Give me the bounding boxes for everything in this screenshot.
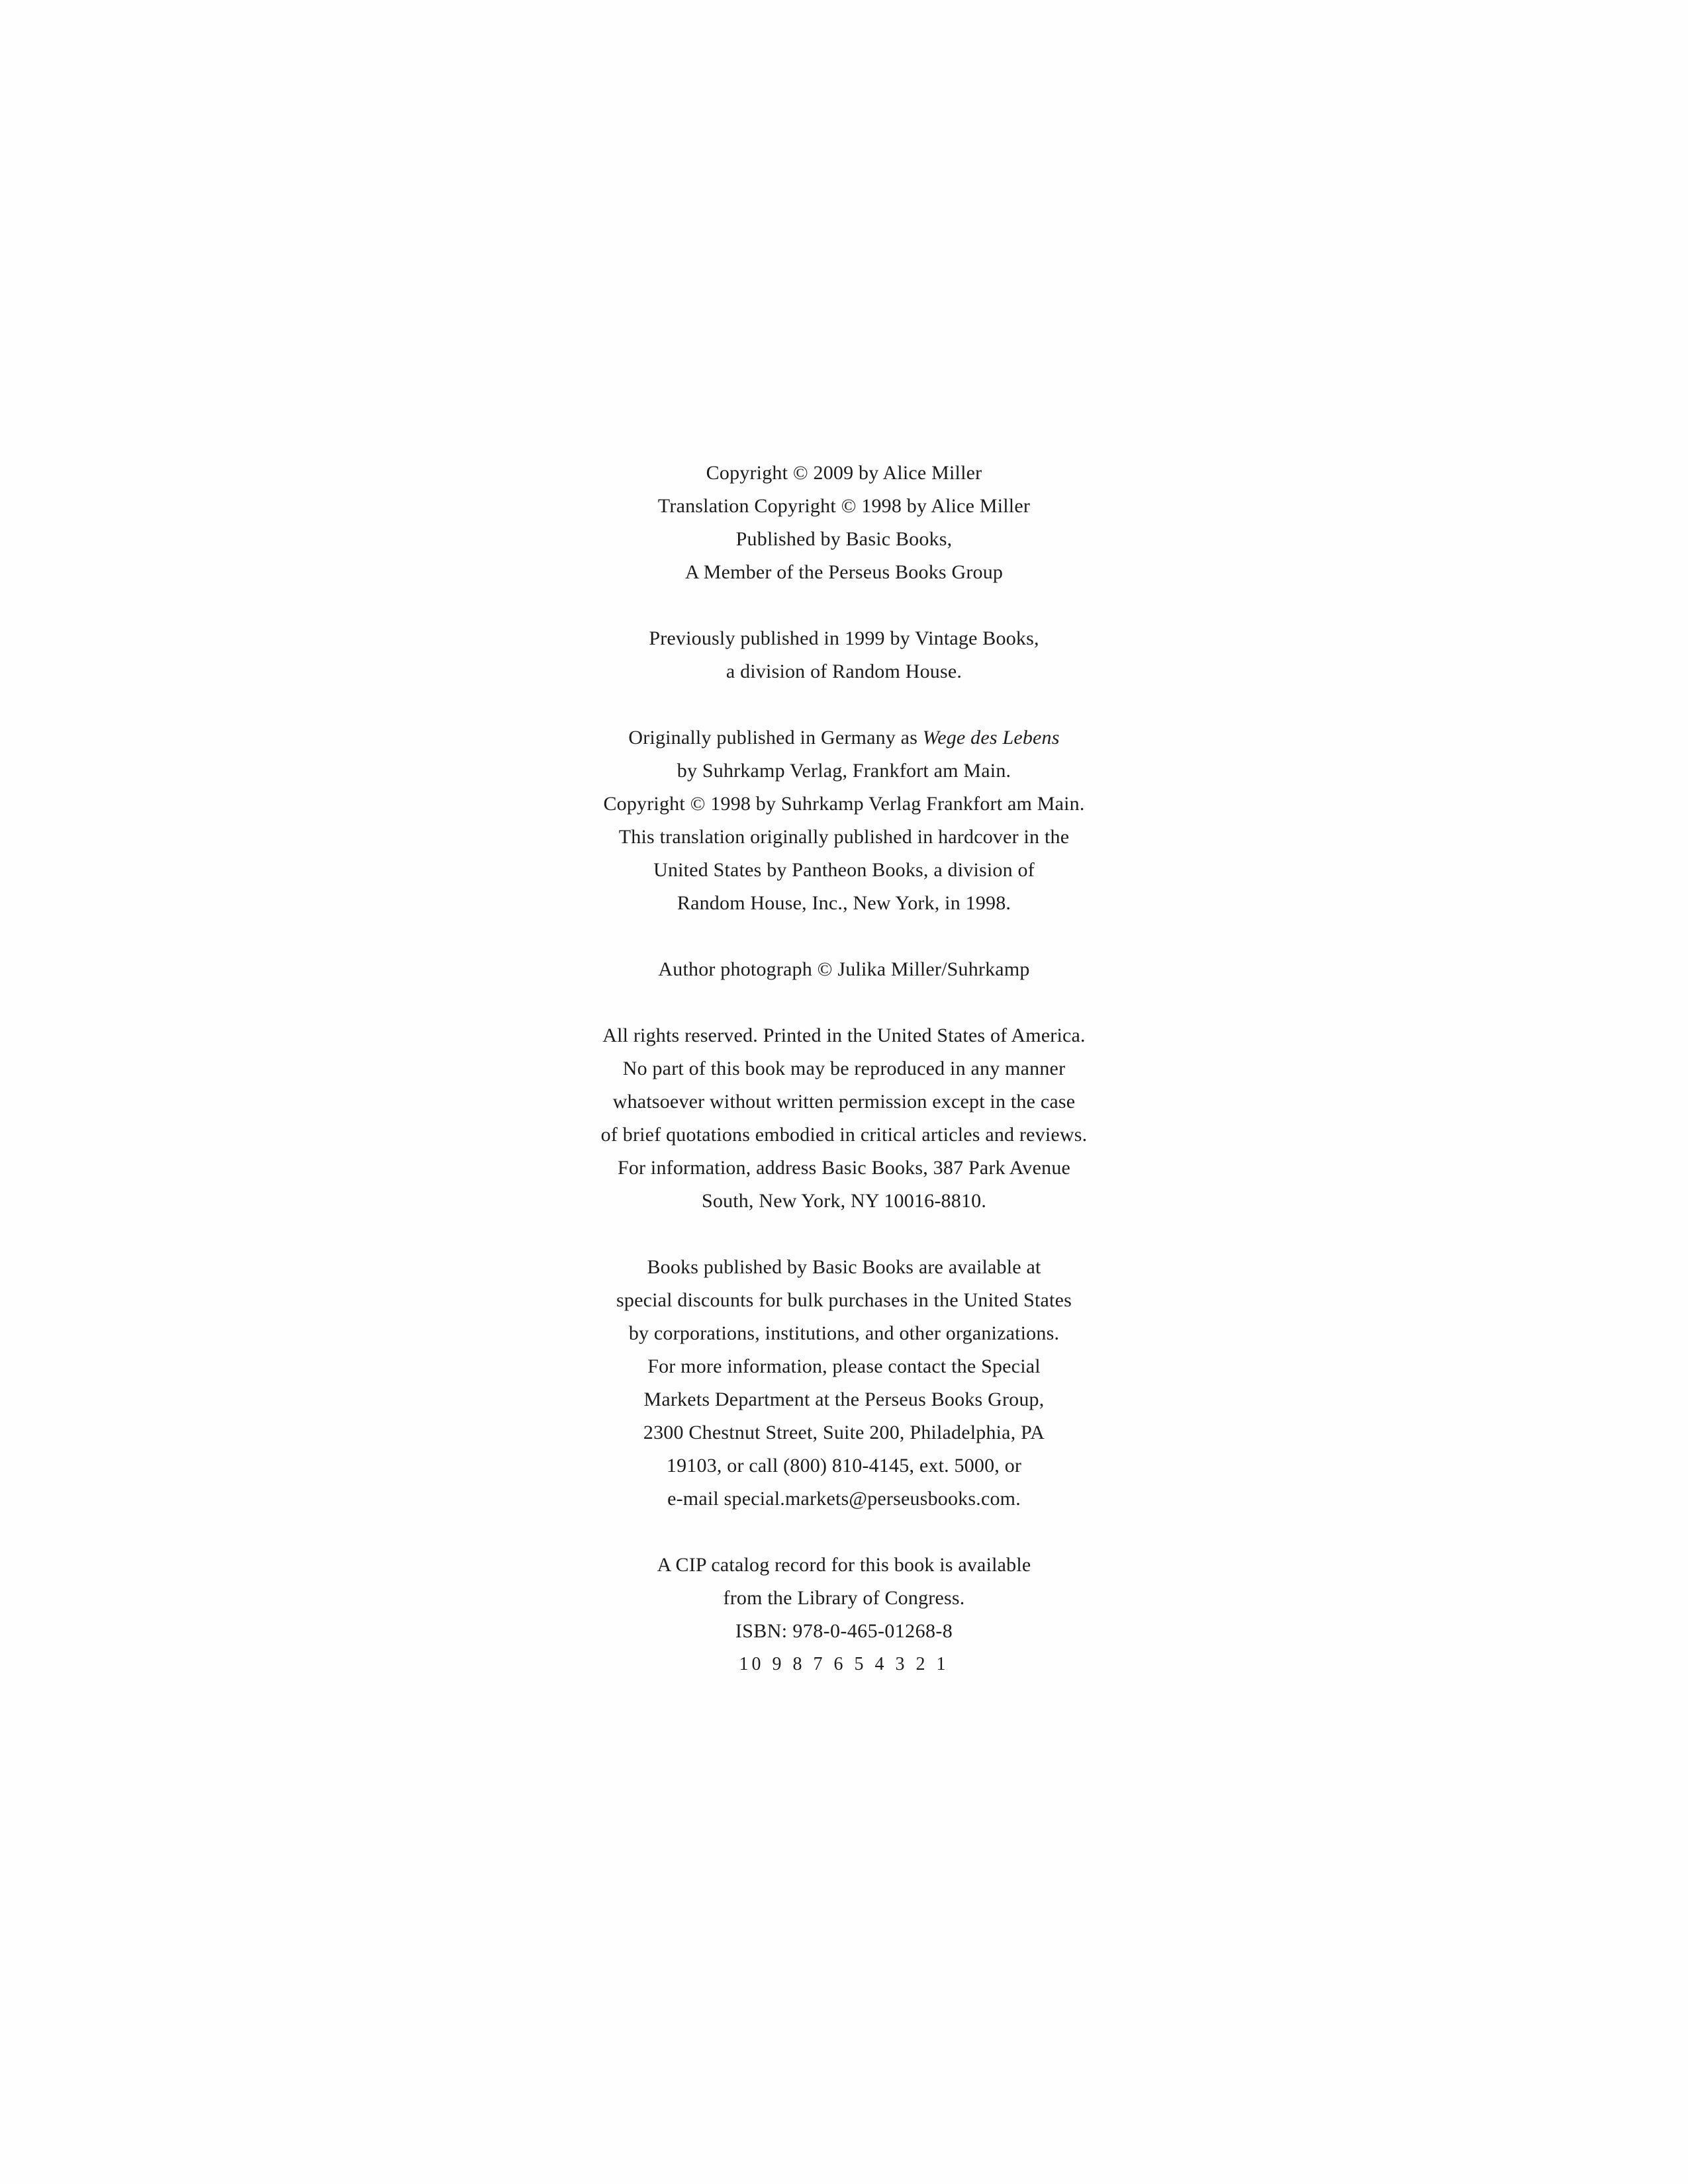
rights-reserved-paragraph [473,1019,1215,1218]
original-copyright-line: Copyright © 1998 by Suhrkamp Verlag Frankfort am Main. [603,793,1085,815]
rights-line-1: All rights reserved. Printed in the United States of America. [602,1024,1086,1046]
special-markets-line-7: 19103, or call (800) 810-4145, ext. 5000, or [666,1455,1022,1477]
author-photograph-paragraph [473,953,1215,986]
author-photograph-credit-line: Author photograph © Julika Miller/Suhrkamp [658,958,1030,980]
rights-line-5: For information, address Basic Books, 387 Park Avenue [617,1157,1071,1179]
published-by-line: Published by Basic Books, [735,528,953,550]
isbn-line: ISBN: 978-0-465-01268-8 [735,1620,953,1642]
rights-line-6: South, New York, NY 10016-8810. [701,1190,987,1212]
special-markets-line-5: Markets Department at the Perseus Books Group, [643,1388,1045,1410]
translation-hardcover-line-3: Random House, Inc., New York, in 1998. [677,892,1011,914]
translation-hardcover-line-1: This translation originally published in hardcover in the [618,826,1070,848]
special-markets-line-4: For more information, please contact the Special [647,1355,1041,1377]
original-publication-prefix: Originally published in Germany as [628,727,923,749]
special-markets-line-3: by corporations, institutions, and other organizations. [628,1322,1060,1344]
rights-line-3: whatsoever without written permission except in the case [612,1091,1076,1113]
original-publisher-line: by Suhrkamp Verlag, Frankfort am Main. [677,760,1011,782]
rights-line-2: No part of this book may be reproduced in any manner [622,1058,1066,1079]
special-markets-line-1: Books published by Basic Books are available at [647,1256,1041,1278]
previous-publication-paragraph [473,622,1215,688]
translation-hardcover-line-2: United States by Pantheon Books, a division of [653,859,1035,881]
original-publication-line [473,721,1215,754]
cip-line-1: A CIP catalog record for this book is available [657,1554,1031,1576]
copyright-line: Copyright © 2009 by Alice Miller [706,462,982,484]
original-publication-paragraph [473,721,1215,920]
rights-line-4: of brief quotations embodied in critical articles and reviews. [600,1124,1088,1146]
previous-publisher-division-line: a division of Random House. [726,660,962,682]
special-markets-paragraph [473,1251,1215,1516]
copyright-text-block [473,457,1215,1681]
original-title: Wege des Lebens [922,727,1060,749]
cip-isbn-paragraph [473,1549,1215,1681]
special-markets-line-6: 2300 Chestnut Street, Suite 200, Philadelphia, PA [643,1422,1045,1443]
special-markets-email-line: e-mail special.markets@perseusbooks.com. [667,1488,1021,1510]
publisher-group-line: A Member of the Perseus Books Group [684,561,1004,583]
translation-copyright-line: Translation Copyright © 1998 by Alice Miller [657,495,1031,517]
publisher-copyright-paragraph [473,457,1215,589]
cip-line-2: from the Library of Congress. [723,1587,965,1609]
special-markets-line-2: special discounts for bulk purchases in the United States [616,1289,1072,1311]
previous-publisher-line: Previously published in 1999 by Vintage Books, [649,627,1039,649]
printing-number-line: 10 9 8 7 6 5 4 3 2 1 [739,1654,949,1674]
